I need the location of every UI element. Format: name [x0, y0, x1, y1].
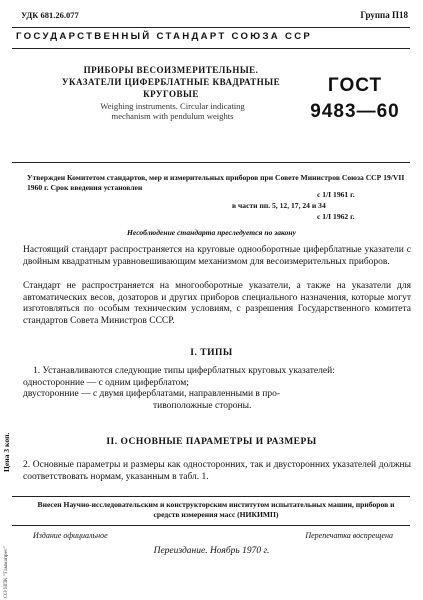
- reissue-date: Переиздание. Ноябрь 1970 г.: [153, 546, 270, 556]
- legal-notice: Несоблюдение стандарта преследуется по закону: [127, 228, 296, 237]
- types-list: [23, 366, 411, 412]
- title-en-line: mechanism with pendulum weights: [111, 111, 234, 121]
- type-double: двусторонние — с двумя циферблатами, направленными в про-: [23, 389, 281, 399]
- standard-banner: ГОСУДАРСТВЕННЫЙ СТАНДАРТ СОЮЗА ССР: [16, 31, 313, 42]
- price-label: Цена 3 коп.: [2, 432, 11, 472]
- udc-code: УДК 681.26.077: [21, 10, 79, 20]
- gost-number: 9483—60: [310, 101, 400, 122]
- institute-note: Внесен Научно-исследовательским и конструкторским институтом испытательных машин, приборов и средств измерения масс (НИКИМП): [37, 500, 395, 519]
- section-heading-parameters: II. ОСНОВНЫЕ ПАРАМЕТРЫ И РАЗМЕРЫ: [106, 437, 317, 447]
- title-line: ПРИБОРЫ ВЕСОИЗМЕРИТЕЛЬНЫЕ.: [83, 65, 259, 75]
- paragraph-exclusions: Стандарт не распространяется на многооборотные указатели, а также на указатели для автоматических весов, дозаторов и других приборов специального назначения, которые могут изготовляться по особым техническим условиям, с разрешения Государственного комитета стандартов Совета Министров СССР.: [23, 281, 411, 326]
- official-edition: Издание официальное: [33, 531, 108, 540]
- title-rule: [12, 162, 410, 163]
- group-code: Группа П18: [360, 10, 408, 20]
- type-single: односторонние — с одним циферблатом;: [23, 377, 189, 388]
- footer-rule-2: [12, 525, 410, 526]
- section-heading-types: I. ТИПЫ: [190, 348, 233, 358]
- gost-label: ГОСТ: [327, 75, 383, 96]
- paragraph-parameters: 2. Основные параметры и размеры как односторонних, так и двусторонних указателей должны соответствовать нормам, указанным в табл. 1.: [23, 460, 411, 482]
- footer-rule: [12, 496, 410, 497]
- printer-mark: ОЭ НПК "Гаммапрес": [3, 546, 9, 598]
- title-en-line: Weighing instruments. Circular indicating: [100, 101, 245, 111]
- title-line: УКАЗАТЕЛИ ЦИФЕРБЛАТНЫЕ КВАДРАТНЫЕ: [61, 77, 281, 87]
- effective-date: с 1/I 1961 г.: [317, 190, 355, 199]
- type-double-cont: тивоположные стороны.: [153, 400, 252, 411]
- reprint-prohibited: Перепечатка воспрещена: [305, 531, 393, 540]
- top-rule: [12, 27, 410, 28]
- banner-rule: [12, 48, 410, 49]
- title-ru: [46, 64, 296, 100]
- effective-clause: в части пп. 5, 12, 17, 24 и 34: [232, 201, 326, 210]
- title-line: КРУГОВЫЕ: [143, 89, 199, 99]
- paragraph-scope: Настоящий стандарт распространяется на круговые однооборотные циферблатные указатели с двойным квадратным уравновешивающим механизмом для весоизмерительных приборов.: [23, 245, 411, 267]
- title-en: [60, 101, 285, 121]
- types-intro: 1. Устанавливаются следующие типы циферблатных круговых указателей:: [33, 366, 335, 376]
- approval-text: Утвержден Комитетом стандартов, мер и измерительных приборов при Совете Министров Союза ССР 19/VII 1960 г. Срок введения установлен: [27, 173, 405, 192]
- gost-designation: [300, 73, 410, 125]
- effective-date-2: с 1/I 1962 г.: [317, 212, 355, 221]
